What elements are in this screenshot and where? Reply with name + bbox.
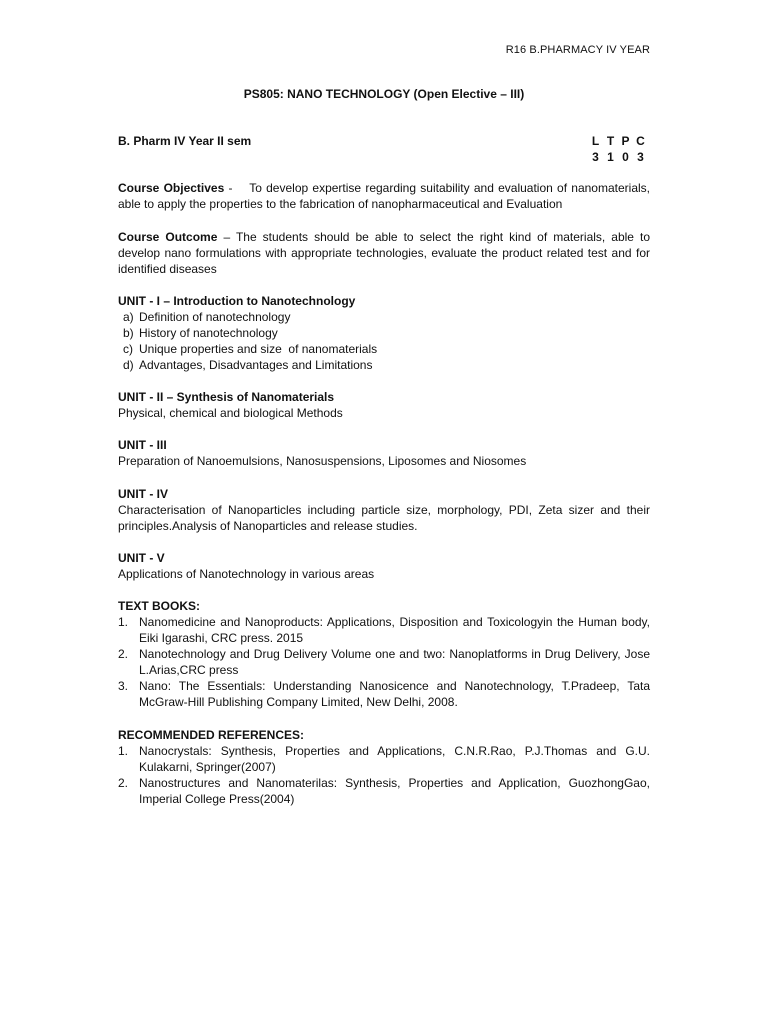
unit-3-text: Preparation of Nanoemulsions, Nanosuspensions, Liposomes and Niosomes (118, 454, 527, 468)
list-marker: 2. (118, 776, 129, 790)
list-item (118, 309, 650, 325)
list-item (118, 325, 650, 341)
course-title-text: : NANO TECHNOLOGY (Open Elective – III) (279, 87, 525, 101)
ltpc-header-p: P (621, 134, 630, 148)
recommended-references (118, 727, 650, 807)
list-item (118, 614, 650, 646)
semester-label: B. Pharm IV Year II sem (118, 134, 252, 148)
ltpc-value-l: 3 (592, 150, 599, 164)
list-item-text: Definition of nanotechnology (139, 310, 291, 324)
list-item-text: Nano: The Essentials: Understanding Nanosicence and Nanotechnology, T.Pradeep, Tata McGraw-Hill Publishing Company Limited, New Delhi, 2008. (139, 679, 650, 709)
ltpc-header-row (588, 133, 648, 149)
unit-5-heading: UNIT - V (118, 551, 165, 565)
unit-3-heading: UNIT - III (118, 438, 167, 452)
ltpc-header-t: T (606, 134, 615, 148)
list-marker: b) (123, 326, 134, 340)
list-item-text: Nanomedicine and Nanoproducts: Applications, Disposition and Toxicologyin the Human body, Eiki Igarashi, CRC press. 2015 (139, 615, 650, 645)
list-item (118, 341, 650, 357)
course-outcome-text: – The students should be able to select the right kind of materials, able to develop nano formulations with appropriate technologies, evaluate the product related test and for identified diseases (118, 230, 651, 276)
unit-2-text: Physical, chemical and biological Methods (118, 406, 343, 420)
ltpc-header-c: C (636, 134, 645, 148)
text-books-heading: TEXT BOOKS: (118, 599, 201, 613)
list-marker: 2. (118, 647, 129, 661)
unit-4-text: Characterisation of Nanoparticles including particle size, morphology, PDI, Zeta sizer and their principles.Analysis of Nanoparticles and release studies. (118, 503, 650, 533)
ltpc-value-row (588, 149, 648, 165)
list-marker: 1. (118, 744, 129, 758)
course-code: PS805 (243, 87, 280, 101)
list-item-text: Nanostructures and Nanomaterilas: Synthesis, Properties and Application, GuozhongGao, Imperial College Press(2004) (139, 776, 650, 806)
list-marker: a) (123, 310, 134, 324)
references-list (118, 743, 650, 807)
list-item-text: Advantages, Disadvantages and Limitations (139, 358, 373, 372)
list-item (118, 646, 650, 678)
list-marker: c) (123, 342, 133, 356)
ltpc-value-p: 0 (622, 150, 629, 164)
list-item-text: Nanotechnology and Drug Delivery Volume one and two: Nanoplatforms in Drug Delivery, Jose L.Arias,CRC press (139, 647, 650, 677)
unit-4 (118, 486, 650, 534)
ltpc-header-l: L (591, 134, 600, 148)
course-objectives-label: Course Objectives (118, 181, 225, 195)
list-item-text: History of nanotechnology (139, 326, 278, 340)
ltpc-value-t: 1 (607, 150, 614, 164)
course-objectives (118, 180, 654, 212)
unit-3 (118, 437, 650, 469)
unit-4-heading: UNIT - IV (118, 487, 168, 501)
list-item (118, 775, 650, 807)
course-title (118, 86, 650, 102)
list-item (118, 743, 650, 775)
semester-row (118, 133, 650, 167)
text-books-list (118, 614, 650, 710)
syllabus-page (118, 0, 654, 1024)
course-outcome (118, 229, 650, 277)
unit-1 (118, 293, 650, 373)
unit-2 (118, 389, 650, 421)
ltpc-table (588, 133, 648, 165)
list-marker: 3. (118, 679, 129, 693)
unit-2-heading: UNIT - II – Synthesis of Nanomaterials (118, 390, 335, 404)
list-marker: 1. (118, 615, 129, 629)
course-outcome-label: Course Outcome (118, 230, 218, 244)
unit-5 (118, 550, 650, 582)
unit-1-heading: UNIT - I – Introduction to Nanotechnology (118, 294, 356, 308)
ltpc-value-c: 3 (637, 150, 644, 164)
list-item (118, 678, 650, 710)
list-item-text: Nanocrystals: Synthesis, Properties and Applications, C.N.R.Rao, P.J.Thomas and G.U. Kulakarni, Springer(2007) (139, 744, 650, 774)
unit-1-topics (118, 309, 650, 373)
unit-5-text: Applications of Nanotechnology in various areas (118, 567, 375, 581)
list-item-text: Unique properties and size of nanomaterials (139, 342, 378, 356)
list-item (118, 357, 650, 373)
list-marker: d) (123, 358, 134, 372)
references-heading: RECOMMENDED REFERENCES: (118, 728, 305, 742)
course-objectives-text: - To develop expertise regarding suitability and evaluation of nanomaterials, able to apply the properties to the fabrication of nanopharmaceutical and Evaluation (118, 181, 654, 211)
text-books (118, 598, 650, 710)
running-header: R16 B.PHARMACY IV YEAR (505, 44, 650, 56)
